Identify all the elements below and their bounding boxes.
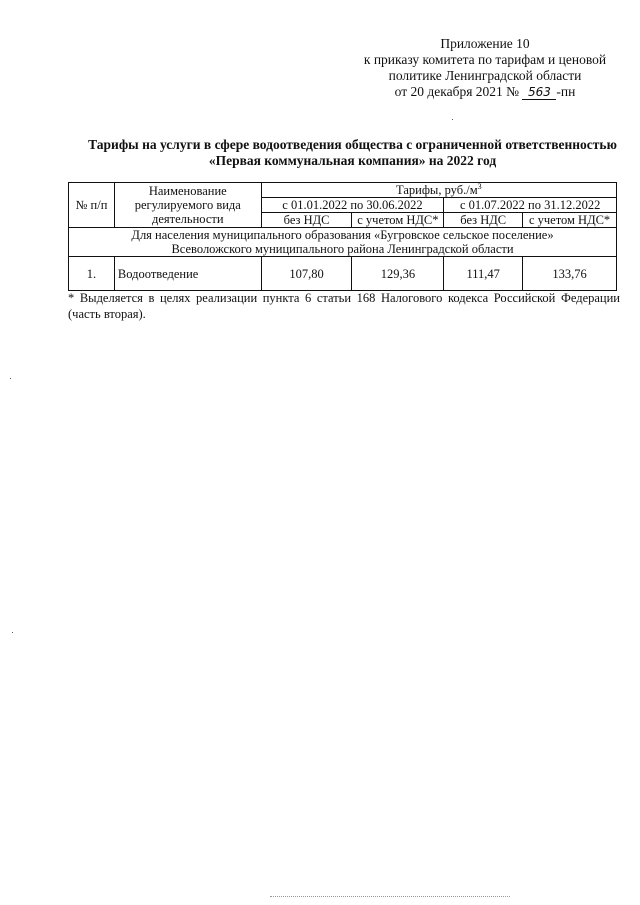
header-period-2: с 01.07.2022 по 31.12.2022 [444, 198, 617, 213]
order-number: 563 [522, 86, 556, 100]
appendix-date: от 20 декабря 2021 № [394, 84, 520, 99]
table-group-row [69, 228, 617, 257]
appendix-order-ref: к приказу комитета по тарифам и ценовой [363, 52, 607, 67]
scan-speck [12, 632, 13, 633]
row-p2-with-vat: 133,76 [523, 257, 617, 291]
scan-artifact-line [270, 896, 510, 898]
footnote: * Выделяется в целях реализации пункта 6 статьи 168 Налогового кодекса Российской Федерации (часть вторая). [68, 291, 620, 321]
row-p2-no-vat: 111,47 [444, 257, 523, 291]
header-number: № п/п [69, 183, 115, 228]
header-activity: Наименование регулируемого вида деятельности [114, 183, 261, 228]
header-p2-with-vat: с учетом НДС* [523, 213, 617, 228]
title-line-1: Тарифы на услуги в сфере водоотведения общества с ограниченной ответственностью [88, 137, 617, 152]
tariff-table [68, 182, 617, 291]
scan-speck [452, 119, 453, 120]
header-period-1: с 01.01.2022 по 30.06.2022 [261, 198, 444, 213]
table-header-row [69, 183, 617, 198]
group-line-1: Для населения муниципального образования «Бугровское сельское поселение» [131, 228, 554, 242]
header-p1-with-vat: с учетом НДС* [352, 213, 444, 228]
appendix-date-line [360, 84, 610, 100]
table-row [69, 257, 617, 291]
title-line-2: «Первая коммунальная компания» на 2022 год [208, 153, 497, 168]
header-p2-no-vat: без НДС [444, 213, 523, 228]
row-p1-with-vat: 129,36 [352, 257, 444, 291]
row-p1-no-vat: 107,80 [261, 257, 352, 291]
order-suffix: -пн [556, 84, 576, 99]
group-header [69, 228, 617, 257]
header-tariffs-unit-power: 3 [477, 181, 482, 191]
row-number: 1. [69, 257, 115, 291]
header-tariffs-label: Тарифы, руб./м [396, 183, 478, 197]
scan-speck [10, 378, 11, 379]
appendix-header [360, 36, 610, 100]
header-tariffs [261, 183, 616, 198]
appendix-committee: политике Ленинградской области [388, 68, 582, 83]
group-line-2: Всеволожского муниципального района Ленинградской области [171, 242, 514, 256]
row-activity: Водоотведение [114, 257, 261, 291]
header-p1-no-vat: без НДС [261, 213, 352, 228]
document-title [60, 137, 640, 169]
appendix-title: Приложение 10 [440, 36, 530, 51]
